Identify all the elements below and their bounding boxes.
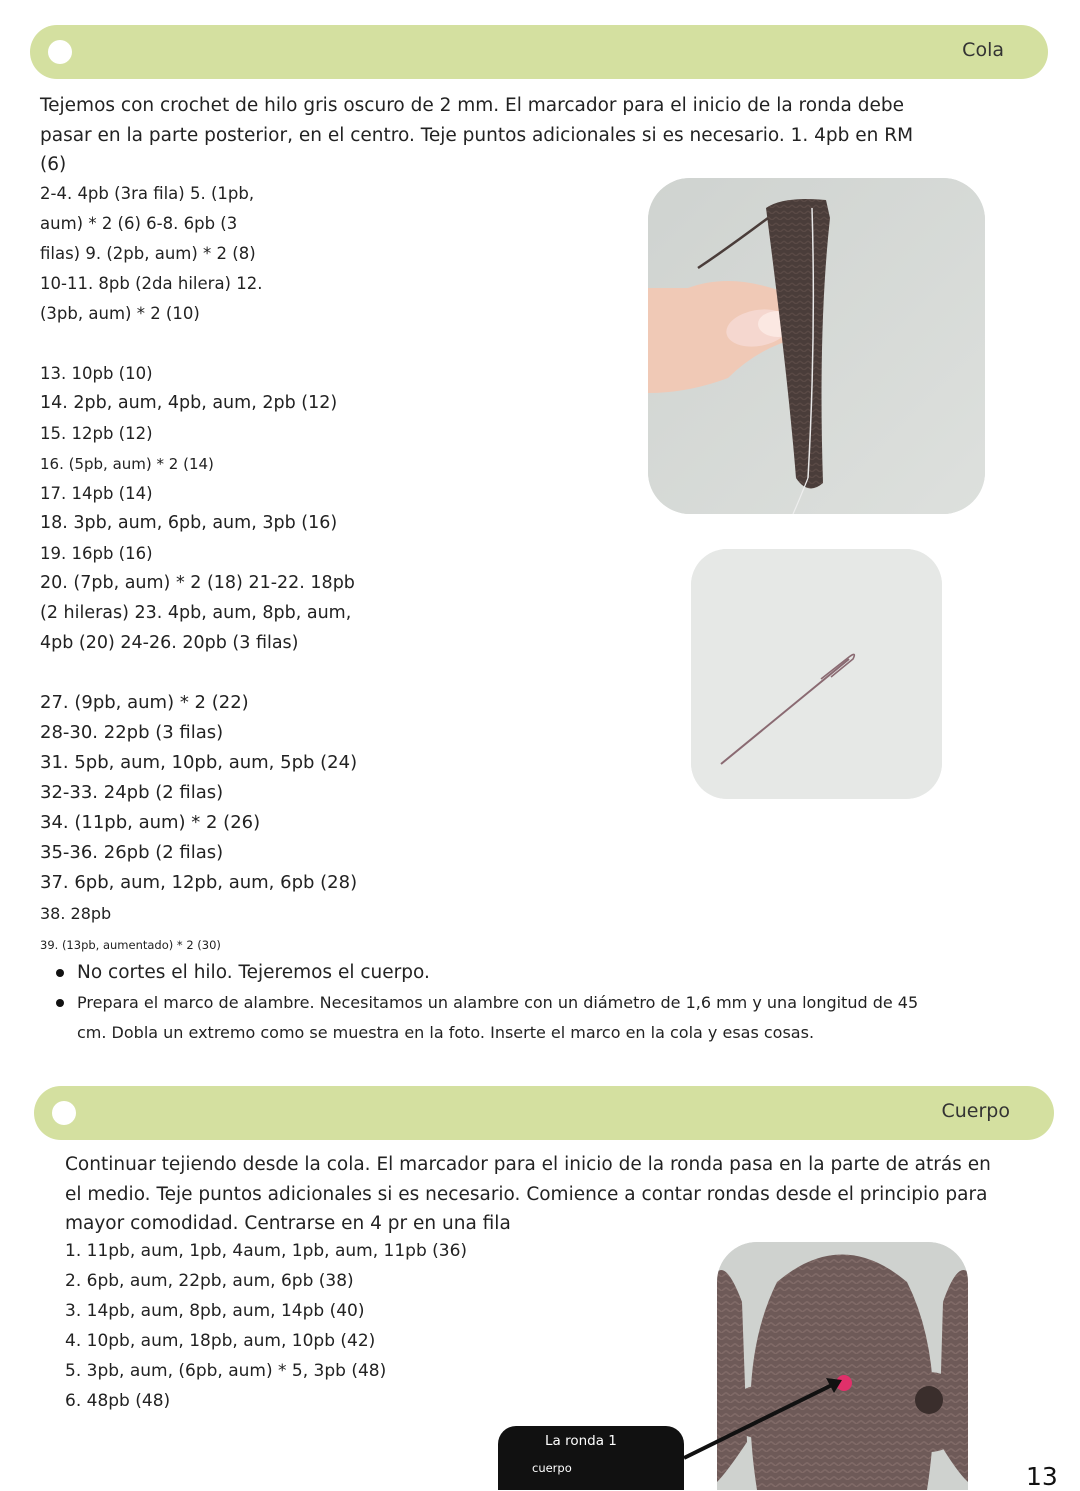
note-item: Prepara el marco de alambre. Necesitamos un alambre con un diámetro de 1,6 mm y una longitud de 45 cm. Dobla un extremo como se muestra en la foto. Inserte el marco en la cola y esas cosas. bbox=[50, 988, 940, 1048]
body-photo-drawing bbox=[717, 1242, 968, 1490]
section-header-cola bbox=[30, 25, 1048, 79]
step-line: 35-36. 26pb (2 filas) bbox=[40, 842, 224, 863]
step-line: 38. 28pb bbox=[40, 904, 112, 923]
note-item: No cortes el hilo. Tejeremos el cuerpo. bbox=[50, 958, 940, 988]
step-line: 10-11. 8pb (2da hilera) 12. bbox=[40, 274, 263, 293]
step-line: 34. (11pb, aum) * 2 (26) bbox=[40, 812, 261, 833]
step-line: 20. (7pb, aum) * 2 (18) 21-22. 18pb bbox=[40, 573, 355, 593]
step-line: 28-30. 22pb (3 filas) bbox=[40, 722, 224, 743]
section-title: Cuerpo bbox=[941, 1100, 1010, 1122]
step-line: 18. 3pb, aum, 6pb, aum, 3pb (16) bbox=[40, 513, 338, 533]
tail-photo-drawing bbox=[648, 178, 985, 514]
round-callout-label bbox=[498, 1426, 684, 1490]
section-header-cuerpo bbox=[34, 1086, 1054, 1140]
cola-intro-text: Tejemos con crochet de hilo gris oscuro de 2 mm. El marcador para el inicio de la ronda debe pasar en la parte posterior, en el centro. Teje puntos adicionales si es necesario. 1. 4pb en RM (6) bbox=[40, 95, 914, 175]
step-line: 15. 12pb (12) bbox=[40, 424, 153, 443]
body-photo bbox=[717, 1242, 968, 1490]
step-line: 2. 6pb, aum, 22pb, aum, 6pb (38) bbox=[65, 1271, 354, 1291]
step-line: 14. 2pb, aum, 4pb, aum, 2pb (12) bbox=[40, 393, 338, 413]
page-number: 13 bbox=[1026, 1462, 1058, 1491]
step-line: 16. (5pb, aum) * 2 (14) bbox=[40, 455, 214, 473]
step-line: 37. 6pb, aum, 12pb, aum, 6pb (28) bbox=[40, 872, 358, 893]
step-line: (2 hileras) 23. 4pb, aum, 8pb, aum, bbox=[40, 603, 352, 623]
step-line: 17. 14pb (14) bbox=[40, 484, 153, 503]
step-line: 13. 10pb (10) bbox=[40, 364, 153, 383]
step-line: filas) 9. (2pb, aum) * 2 (8) bbox=[40, 244, 256, 263]
step-line: 6. 48pb (48) bbox=[65, 1391, 171, 1411]
step-line: 32-33. 24pb (2 filas) bbox=[40, 782, 224, 803]
step-line: (3pb, aum) * 2 (10) bbox=[40, 304, 200, 323]
cuerpo-intro-text: Continuar tejiendo desde la cola. El marcador para el inicio de la ronda pasa en la parte de atrás en el medio. Teje puntos adicionales si es necesario. Comience a contar rondas desde el principio para mayor comodidad. Centrarse en 4 pr en una fila bbox=[65, 1154, 991, 1234]
step-line: 2-4. 4pb (3ra fila) 5. (1pb, bbox=[40, 184, 255, 203]
step-line: aum) * 2 (6) 6-8. 6pb (3 bbox=[40, 214, 238, 233]
wire-photo bbox=[691, 549, 942, 799]
callout-line-1: La ronda 1 bbox=[545, 1433, 617, 1449]
step-line: 4. 10pb, aum, 18pb, aum, 10pb (42) bbox=[65, 1331, 376, 1351]
step-line: 4pb (20) 24-26. 20pb (3 filas) bbox=[40, 633, 299, 653]
section-title: Cola bbox=[962, 39, 1004, 61]
tail-photo bbox=[648, 178, 985, 514]
step-line: 27. (9pb, aum) * 2 (22) bbox=[40, 692, 249, 713]
step-line: 3. 14pb, aum, 8pb, aum, 14pb (40) bbox=[65, 1301, 365, 1321]
step-line: 19. 16pb (16) bbox=[40, 544, 153, 563]
wire-photo-drawing bbox=[691, 549, 942, 799]
cola-notes-list bbox=[50, 958, 940, 1048]
bullet-dot-icon bbox=[52, 1101, 76, 1125]
step-line: 1. 11pb, aum, 1pb, 4aum, 1pb, aum, 11pb (36) bbox=[65, 1241, 468, 1261]
step-line: 39. (13pb, aumentado) * 2 (30) bbox=[40, 938, 221, 952]
bullet-dot-icon bbox=[48, 40, 72, 64]
step-line: 31. 5pb, aum, 10pb, aum, 5pb (24) bbox=[40, 752, 358, 773]
step-line: 5. 3pb, aum, (6pb, aum) * 5, 3pb (48) bbox=[65, 1361, 387, 1381]
callout-line-2: cuerpo bbox=[532, 1461, 572, 1475]
